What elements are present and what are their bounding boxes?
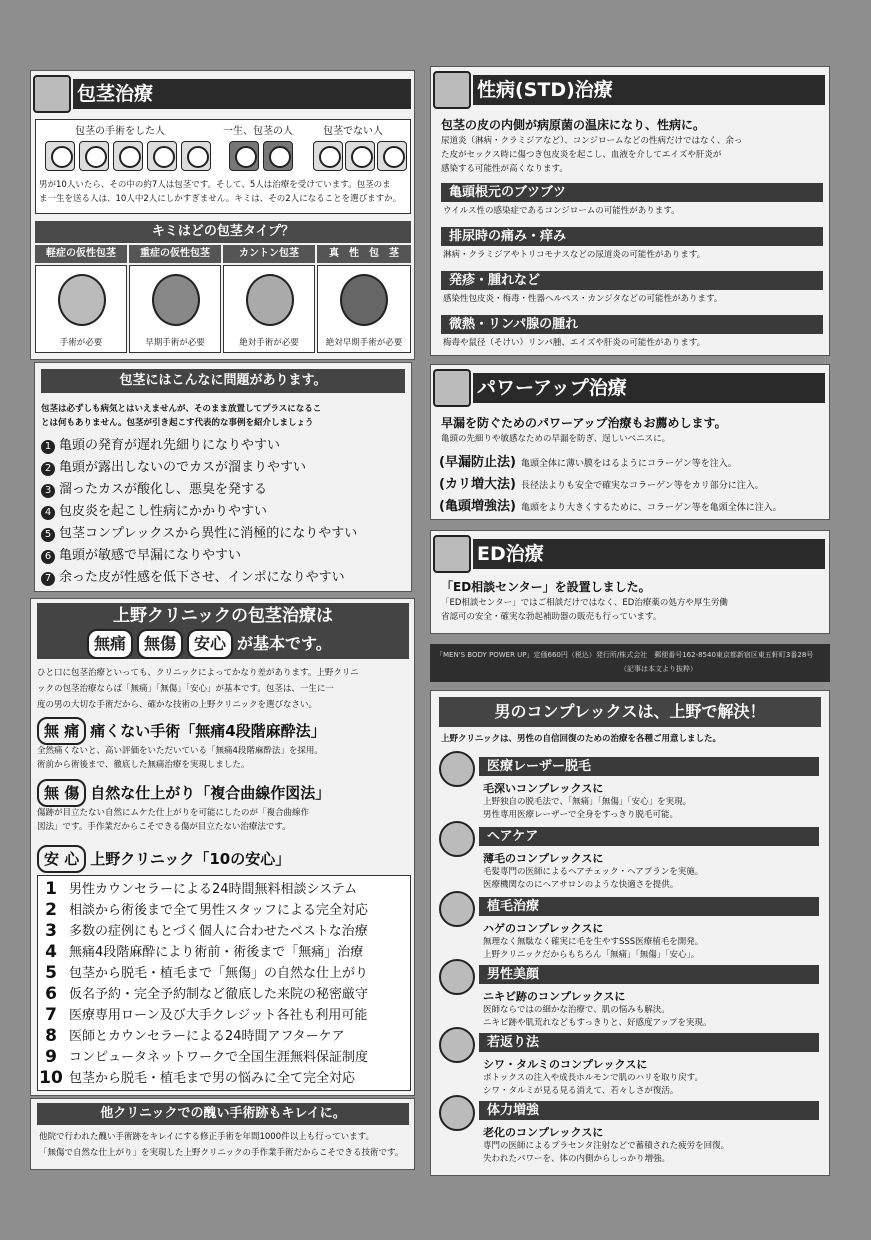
power-title: パワーアップ治療 <box>473 373 825 403</box>
person-icon <box>313 141 343 171</box>
complex-intro: 上野クリニックは、男性の自信回復のための治療を各種ご用意しました。 <box>441 734 721 744</box>
publisher-line-2: （記事は本文より抜粋） <box>620 665 697 673</box>
complex-item-line: ニキビ跡や肌荒れなどもすっきりと、好感度アップを実現。 <box>483 1018 712 1028</box>
complex-item-heading: 若返り法 <box>479 1033 819 1052</box>
doctor-face-icon <box>433 369 471 407</box>
phimosis-title: 包茎治療 <box>73 79 411 109</box>
std-symptom-3-text: 感染性包皮炎・梅毒・性器ヘルペス・カンジタなどの可能性があります。 <box>443 294 723 304</box>
power-item-heading: (早漏防止法) <box>439 455 516 470</box>
section-heading: 痛くない手術「無痛4段階麻酔法」 <box>90 722 326 740</box>
problem-text: 亀頭が露出しないのでカスが溜まりやすい <box>59 460 307 475</box>
complex-item-heading: ヘアケア <box>479 827 819 846</box>
type-need-3: 絶対手術が必要 <box>239 338 299 348</box>
std-body-1: 尿道炎（淋病・クラミジアなど）、コンジロームなどの性病だけではなく、余っ <box>441 136 743 146</box>
std-symptom-2-text: 淋病・クラミジアやトリコモナスなどの尿道炎の可能性があります。 <box>443 250 706 260</box>
complex-item-sub: ニキビ跡のコンプレックスに <box>483 991 626 1003</box>
complex-item-heading: 男性美顔 <box>479 965 819 984</box>
power-item-heading: (カリ増大法) <box>439 477 516 492</box>
std-symptom-1-text: ウイルス性の感染症であるコンジロームの可能性があります。 <box>443 206 680 216</box>
doctor-face-icon <box>433 535 471 573</box>
type-need-2: 早期手術が必要 <box>145 338 205 348</box>
std-symptom-1: 亀頭根元のブツブツ <box>441 183 823 202</box>
power-item-heading: (亀頭増強法) <box>439 499 516 514</box>
section-badge: 無 痛 <box>37 717 86 745</box>
ten-number: 4 <box>45 942 57 962</box>
type-name-4: 真 性 包 茎 <box>317 245 411 263</box>
doctor-face-icon <box>433 71 471 109</box>
problem-item <box>41 525 357 543</box>
type-face-icon <box>58 274 106 326</box>
std-body-2: た皮がセックス時に傷つき包皮炎を起こし、血液を介してエイズや肝炎が <box>441 150 722 160</box>
ten-number: 2 <box>45 900 57 920</box>
person-icon <box>113 141 143 171</box>
publisher-strip <box>430 644 830 682</box>
problems-intro-2: とは何もありません。包茎が引き起こす代表的な事例を紹介しましょう <box>41 418 314 428</box>
power-item-text: 亀頭をより大きくするために、コラーゲン等を亀頭全体に注入。 <box>520 503 782 513</box>
ed-lead: 「ED相談センター」を設置しました。 <box>441 580 651 594</box>
ed-body-1: 「ED相談センター」ではご相談だけではなく、ED治療薬の処方や厚生労働 <box>441 598 728 608</box>
doctor-face-icon <box>439 959 475 995</box>
doctor-face-icon <box>439 751 475 787</box>
problem-text: 亀頭が敏感で早漏になりやすい <box>59 548 242 563</box>
complex-item-sub: 毛深いコンプレックスに <box>483 783 604 795</box>
section-no-scar-heading <box>37 779 330 807</box>
type-title: キミはどの包茎タイプ？ <box>35 221 411 243</box>
power-item <box>439 495 782 518</box>
ten-text: コンピュータネットワークで全国生涯無料保証制度 <box>69 1050 369 1065</box>
complex-item-line: 上野独自の脱毛法で、「無痛」「無傷」「安心」を実現。 <box>483 797 692 807</box>
number-icon: 5 <box>41 528 55 542</box>
complex-item-sub: 薄毛のコンプレックスに <box>483 853 604 865</box>
power-panel <box>430 364 830 520</box>
ten-number: 7 <box>45 1005 57 1025</box>
ueno-title-1: 上野クリニックの包茎治療は <box>113 606 333 626</box>
number-icon: 7 <box>41 572 55 586</box>
ten-number: 6 <box>45 984 57 1004</box>
complex-item-line: 専門の医師によるプラセンタ注射などで蓄積された疲労を回復。 <box>483 1141 730 1151</box>
problem-text: 余った皮が性感を低下させ、インポになりやすい <box>59 570 345 585</box>
doctor-face-icon <box>439 1027 475 1063</box>
std-lead: 包茎の皮の内側が病原菌の温床になり、性病に。 <box>441 118 706 132</box>
person-icon <box>79 141 109 171</box>
number-icon: 3 <box>41 484 55 498</box>
person-icon <box>345 141 375 171</box>
problem-item <box>41 569 345 587</box>
person-icon <box>263 141 293 171</box>
ed-body-2: 省認可の安全・確実な勃起補助器の販売も行っています。 <box>441 612 662 622</box>
std-symptom-4-text: 梅毒や鼠径（そけい）リンパ腫、エイズや肝炎の可能性があります。 <box>443 338 706 348</box>
complex-item-heading: 体力増強 <box>479 1101 819 1120</box>
complex-item-sub: シワ・タルミのコンプレックスに <box>483 1059 648 1071</box>
person-icon <box>229 141 259 171</box>
stat-line-1: 男が10人いたら、その中の約7人は包茎です。そして、5人は治療を受けています。包茎のま <box>39 180 391 190</box>
complex-item-line: 医師ならではの細かな治療で、肌の悩みも解決。 <box>483 1005 670 1015</box>
problem-item <box>41 503 267 521</box>
section-no-pain-line-1: 全然痛くないと、高い評価をいただいている「無痛4段階麻酔法」を採用。 <box>37 746 323 756</box>
badge-no-scar: 無傷 <box>137 629 183 659</box>
section-no-scar-line-2: 図法」です。手作業だからこそできる傷が目立たない治療法です。 <box>37 822 291 832</box>
complex-item-line: シワ・タルミが見る見る消えて、若々しさが復活。 <box>483 1086 679 1096</box>
type-need-1: 手術が必要 <box>59 338 103 348</box>
doctor-face-icon <box>439 891 475 927</box>
ueno-panel <box>30 598 415 1096</box>
problems-title: 包茎にはこんなに問題があります。 <box>41 369 405 393</box>
phimosis-panel <box>30 70 415 360</box>
type-face-icon <box>152 274 200 326</box>
number-icon: 6 <box>41 550 55 564</box>
type-need-4: 絶対早期手術が必要 <box>325 338 403 348</box>
ueno-intro-3: 度の男の大切な手術だから、確かな技術の上野クリニックを選びなさい。 <box>37 700 317 710</box>
section-no-pain-heading <box>37 717 326 745</box>
ueno-intro-2: ックの包茎治療ならば「無痛」「無傷」「安心」が基本です。包茎は、一生に一 <box>37 684 334 694</box>
ten-text: 包茎から脱毛・植毛まで「無傷」の自然な仕上がり <box>69 966 369 981</box>
std-symptom-3: 発疹・腫れなど <box>441 271 823 290</box>
std-symptom-2: 排尿時の痛み・痒み <box>441 227 823 246</box>
ten-text: 医療専用ローン及び大手クレジット各社も利用可能 <box>69 1008 368 1023</box>
complex-item-sub: ハゲのコンプレックスに <box>483 923 604 935</box>
person-icon <box>181 141 211 171</box>
complex-item-line: 毛髪専門の医師によるヘアチェック・ヘアプランを実施。 <box>483 867 704 877</box>
type-name-3: カントン包茎 <box>223 245 315 263</box>
complex-title: 男のコンプレックスは、上野で解決！ <box>439 697 821 727</box>
other-clinic-line-1: 他院で行われた醜い手術跡をキレイにする修正手術を年間1000件以上も行っています。 <box>39 1132 374 1142</box>
complex-item-line: 上野クリニックだからもちろん「無痛」「無傷」「安心」。 <box>483 950 700 960</box>
complex-item-line: 失われたパワーを、体の内側からしっかり増強。 <box>483 1154 671 1164</box>
complex-item-line: 無理なく無駄なく確実に毛を生やすSSS医療植毛を開発。 <box>483 937 704 947</box>
complex-panel <box>430 690 830 1176</box>
power-lead: 早漏を防ぐためのパワーアップ治療もお薦めします。 <box>441 416 727 430</box>
complex-item-heading: 医療レーザー脱毛 <box>479 757 819 776</box>
group-label-1: 包茎の手術をした人 <box>75 126 165 137</box>
complex-item-line: ボトックスの注入や成長ホルモンで肌のハリを取り戻す。 <box>483 1073 703 1083</box>
power-sub: 亀頭の先細りや敏感なための早漏を防ぎ、逞しいペニスに。 <box>441 434 671 444</box>
problem-text: 包皮炎を起こし性病にかかりやすい <box>59 504 268 519</box>
ten-text: 無痛4段階麻酔により術前・術後まで「無痛」治療 <box>69 945 364 960</box>
ueno-intro-1: ひと口に包茎治療といっても、クリニックによってかなり差があります。上野クリニ <box>37 668 359 678</box>
ten-number: 1 <box>45 879 57 899</box>
type-face-icon <box>340 274 388 326</box>
std-panel <box>430 66 830 356</box>
number-icon: 2 <box>41 462 55 476</box>
ten-number: 3 <box>45 921 57 941</box>
other-clinic-line-2: 「無傷で自然な仕上がり」を実現した上野クリニックの手作業手術だからこそできる技術です。 <box>39 1148 404 1158</box>
stat-line-2: ま一生を送る人は、10人中2人にしかすぎません。キミは、その2人になることを選びますか。 <box>39 194 402 204</box>
problem-text: 溜ったカスが酸化し、悪臭を発する <box>59 482 268 497</box>
badge-safe: 安心 <box>187 629 233 659</box>
ten-text: 多数の症例にもとづく個人に合わせたベストな治療 <box>69 924 368 939</box>
complex-item-heading: 植毛治療 <box>479 897 819 916</box>
section-heading: 自然な仕上がり「複合曲線作図法」 <box>90 784 331 802</box>
person-icon <box>147 141 177 171</box>
group-label-3: 包茎でない人 <box>323 126 383 137</box>
ten-text: 仮名予約・完全予約制など徹底した来院の秘密厳守 <box>69 987 369 1002</box>
number-icon: 1 <box>41 440 55 454</box>
section-safe-heading <box>37 845 290 873</box>
ten-number: 5 <box>45 963 57 983</box>
group-label-2: 一生、包茎の人 <box>223 126 293 137</box>
problem-item <box>41 481 267 499</box>
section-badge: 無 傷 <box>37 779 86 807</box>
ten-text: 包茎から脱毛・植毛まで男の悩みに全て完全対応 <box>69 1071 356 1086</box>
std-title: 性病(STD)治療 <box>473 75 825 105</box>
type-name-1: 軽症の仮性包茎 <box>35 245 127 263</box>
ten-text: 男性カウンセラーによる24時間無料相談システム <box>69 882 358 897</box>
section-no-scar-line-1: 傷跡が目立たない自然にムケた仕上がりを可能にしたのが「複合曲線作 <box>37 808 310 818</box>
power-item <box>439 473 764 496</box>
power-item-text: 亀頭全体に薄い膜をはるようにコラーゲン等を注入。 <box>520 459 737 469</box>
complex-item-sub: 老化のコンプレックスに <box>483 1127 604 1139</box>
ten-number: 9 <box>45 1047 57 1067</box>
complex-item-line: 男性専用医療レーザーで全身をすっきり脱毛可能。 <box>483 810 678 820</box>
problems-panel <box>34 362 412 592</box>
ten-number: 10 <box>39 1068 63 1088</box>
type-face-icon <box>246 274 294 326</box>
doctor-face-icon <box>439 821 475 857</box>
ten-text: 相談から術後まで全て男性スタッフによる完全対応 <box>69 903 369 918</box>
problems-intro-1: 包茎は必ずしも病気とはいえませんが、そのまま放置してプラスになるこ <box>41 404 322 414</box>
problem-item <box>41 459 306 477</box>
other-clinic-panel <box>30 1098 415 1170</box>
power-item <box>439 451 737 474</box>
problem-text: 包茎コンプレックスから異性に消極的になりやすい <box>59 526 358 541</box>
problem-item <box>41 437 280 455</box>
ueno-title-2: が基本です。 <box>237 634 332 653</box>
section-no-pain-line-2: 術前から術後まで、徹底した無痛治療を実現しました。 <box>37 760 250 770</box>
type-name-2: 重症の仮性包茎 <box>129 245 221 263</box>
ueno-title-line2 <box>87 629 407 659</box>
problem-text: 亀頭の発育が遅れ先細りになりやすい <box>59 438 281 453</box>
person-icon <box>45 141 75 171</box>
number-icon: 4 <box>41 506 55 520</box>
problem-item <box>41 547 241 565</box>
ed-panel <box>430 530 830 634</box>
ed-title: ED治療 <box>473 539 825 569</box>
ten-text: 医師とカウンセラーによる24時間アフターケア <box>69 1029 345 1044</box>
power-item-text: 長径法よりも安全で確実なコラーゲン等をカリ部分に注入。 <box>520 481 764 491</box>
doctor-face-icon <box>33 75 71 113</box>
publisher-line-1: 「MEN'S BODY POWER UP」定価660円（税込）発行所/株式会社 郵便番号162-8540東京都新宿区東五軒町3番28号 <box>436 651 814 659</box>
other-clinic-title: 他クリニックでの醜い手術跡もキレイに。 <box>37 1103 409 1125</box>
badge-no-pain: 無痛 <box>87 629 133 659</box>
doctor-face-icon <box>439 1095 475 1131</box>
complex-item-line: 医療機関なのにヘアサロンのような快適さを提供。 <box>483 880 679 890</box>
person-icon <box>377 141 407 171</box>
section-badge: 安 心 <box>37 845 86 873</box>
std-body-3: 感染する可能性が高くなります。 <box>441 164 568 174</box>
std-symptom-4: 微熱・リンパ腺の腫れ <box>441 315 823 334</box>
ten-number: 8 <box>45 1026 57 1046</box>
section-heading: 上野クリニック「10の安心」 <box>90 850 291 868</box>
